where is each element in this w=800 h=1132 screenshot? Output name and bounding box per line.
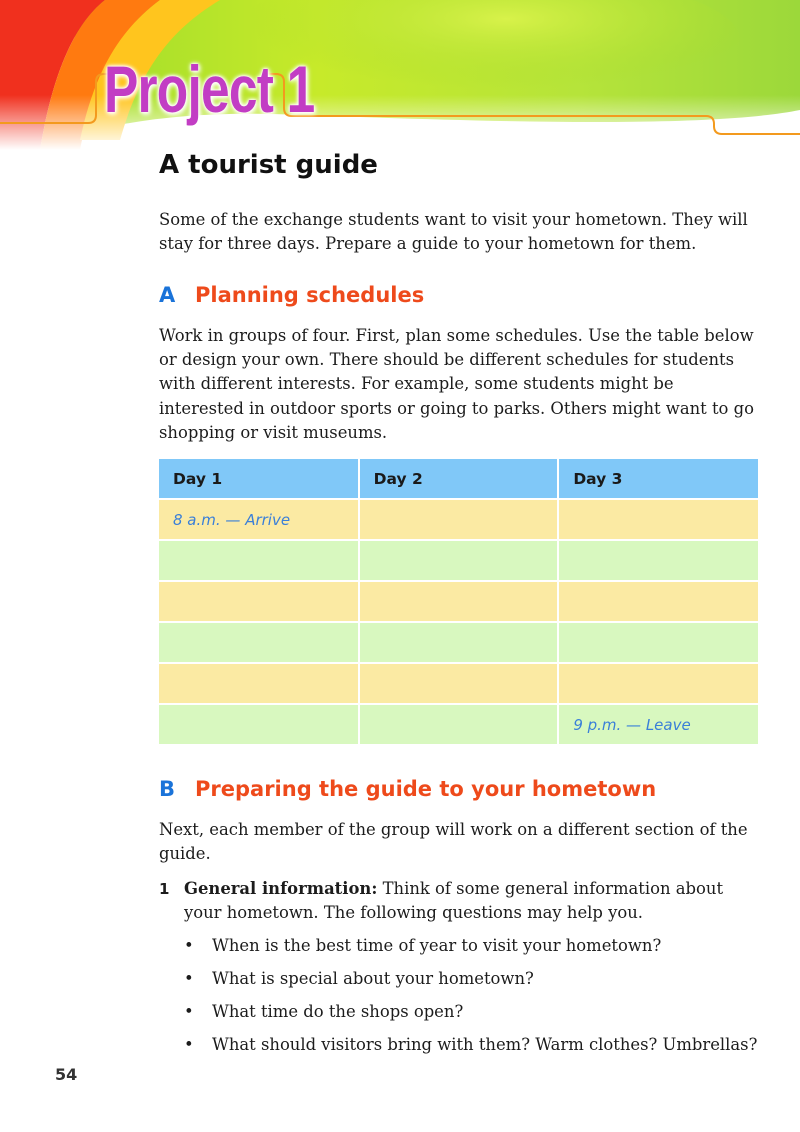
item-body: [184, 877, 759, 925]
intro-paragraph: Some of the exchange students want to visit your hometown. They will stay for three days. Prepare a guide to your hometown for them.: [159, 210, 748, 254]
table-cell: [359, 581, 559, 622]
table-cell: [159, 581, 359, 622]
list-item-text: When is the best time of year to visit your hometown?: [212, 936, 662, 955]
table-cell: [558, 663, 758, 704]
list-item-text: What time do the shops open?: [212, 1002, 464, 1021]
section-a-paragraph: Work in groups of four. First, plan some schedules. Use the table below or design your own. There should be different schedules for students with different interests. For example, some students might be interested in outdoor sports or going to parks. Others might want to go shopping or visit museums.: [159, 326, 754, 442]
question-list: [184, 934, 764, 1066]
table-cell: [359, 540, 559, 581]
table-header-row: [159, 459, 758, 499]
table-row: [159, 540, 758, 581]
bullet-icon: •: [184, 1002, 194, 1021]
table-cell: [359, 499, 559, 540]
project-label: Project 1: [104, 52, 315, 126]
list-item: [184, 1033, 764, 1066]
table-cell: [558, 540, 758, 581]
item-text: Think of some general information about your hometown. The following questions may help you.: [184, 879, 724, 923]
table-header-day-2: Day 2: [359, 459, 559, 499]
list-item-text: What is special about your hometown?: [212, 969, 534, 988]
list-item: [184, 934, 764, 967]
table-cell: [159, 663, 359, 704]
page-number: 54: [55, 1065, 78, 1084]
section-a-title: Planning schedules: [195, 283, 425, 307]
table-cell: [159, 540, 359, 581]
item-label: General information:: [184, 879, 378, 898]
section-b-title: Preparing the guide to your hometown: [195, 777, 657, 801]
schedule-table: [159, 459, 758, 746]
numbered-item-1: [159, 877, 759, 925]
table-cell: [359, 622, 559, 663]
table-cell: [359, 704, 559, 745]
section-a-heading: [159, 283, 424, 307]
bullet-icon: •: [184, 936, 194, 955]
list-item: [184, 1000, 764, 1033]
table-cell: [558, 499, 758, 540]
item-number: 1: [159, 880, 170, 898]
table-cell: 9 p.m. — Leave: [558, 704, 758, 745]
table-cell: [558, 581, 758, 622]
table-row: [159, 704, 758, 745]
table-cell: 8 a.m. — Arrive: [159, 499, 359, 540]
table-cell: [159, 622, 359, 663]
table-row: [159, 622, 758, 663]
table-row: [159, 581, 758, 622]
bullet-icon: •: [184, 969, 194, 988]
table-cell: [359, 663, 559, 704]
list-item: [184, 967, 764, 1000]
section-b-paragraph: Next, each member of the group will work on a different section of the guide.: [159, 820, 748, 864]
table-row: [159, 663, 758, 704]
section-a-letter: A: [159, 283, 176, 307]
table-cell: [159, 704, 359, 745]
bullet-icon: •: [184, 1035, 194, 1054]
section-b-heading: [159, 777, 656, 801]
table-header-day-3: Day 3: [558, 459, 758, 499]
page-title: A tourist guide: [159, 150, 378, 180]
section-b-letter: B: [159, 777, 176, 801]
table-header-day-1: Day 1: [159, 459, 359, 499]
table-row: [159, 499, 758, 540]
table-cell: [558, 622, 758, 663]
list-item-text: What should visitors bring with them? Warm clothes? Umbrellas?: [212, 1035, 758, 1054]
